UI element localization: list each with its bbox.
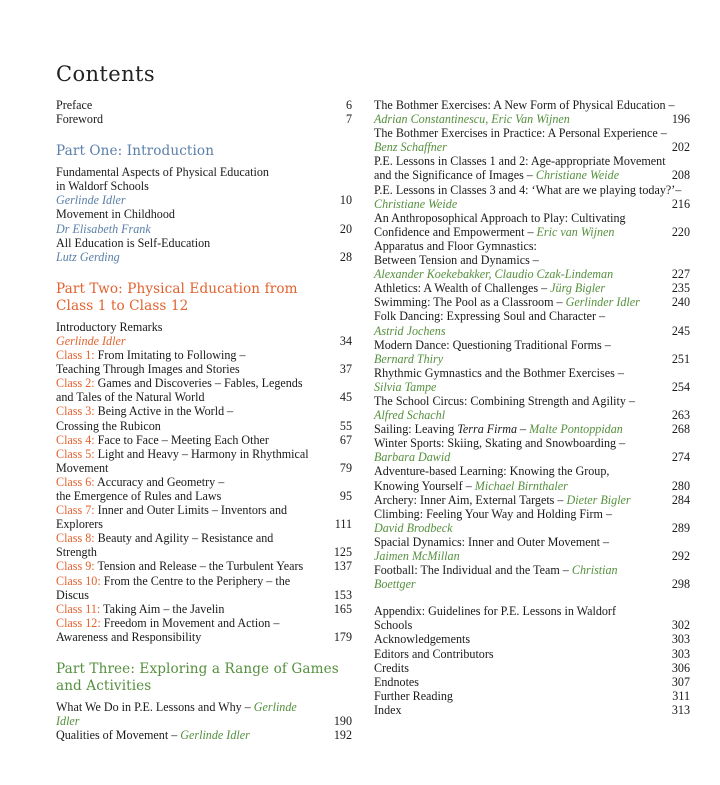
- entry-author-line: [374, 267, 690, 281]
- entry-title-line: The Bothmer Exercises in Practice: A Personal Experience –: [374, 126, 667, 141]
- entry-author: Dr Elisabeth Frank: [56, 221, 151, 236]
- class-label: Class 6:: [56, 474, 97, 489]
- part-three-heading: [56, 661, 352, 695]
- toc-entry[interactable]: [374, 604, 690, 632]
- entry-author: Bernard Thiry: [374, 351, 444, 366]
- entry-author: Malte Pontoppidan: [529, 422, 623, 437]
- entry-title-line: Winter Sports: Skiing, Skating and Snowboarding –: [374, 436, 626, 451]
- entry-title-line: Confidence and Empowerment – Eric van Wijnen 220: [374, 224, 690, 239]
- entry-page: 208: [671, 168, 690, 183]
- part-two-heading: [56, 281, 352, 315]
- entry-page: 202: [671, 140, 690, 155]
- toc-entry[interactable]: [374, 126, 690, 154]
- entry-author: Gerlinde Idler: [56, 700, 297, 729]
- toc-entry[interactable]: [56, 700, 352, 728]
- entry-author-line: [374, 112, 690, 126]
- toc-entry[interactable]: [374, 295, 690, 309]
- entry-title-line: The School Circus: Combining Strength and Agility –: [374, 393, 636, 408]
- spacer: [56, 126, 352, 143]
- entry-page: 79: [339, 460, 352, 475]
- entry-title-line: Class 9: Tension and Release – the Turbulent Years 137: [56, 559, 352, 574]
- entry-page: 179: [333, 629, 352, 644]
- entry-title-line: Between Tension and Dynamics –: [374, 253, 539, 268]
- toc-entry[interactable]: [374, 422, 690, 436]
- part-two-heading-line1: Part Two: Physical Education from: [56, 280, 298, 297]
- entry-title-line: Apparatus and Floor Gymnastics:: [374, 238, 537, 253]
- entry-author: Gerlinde Idler: [56, 193, 126, 208]
- class-label: Class 11:: [56, 601, 104, 616]
- entry-page: 34: [339, 333, 352, 348]
- entry-page: 67: [339, 432, 352, 447]
- entry-author-line: [374, 450, 690, 464]
- entry-title-line: Class 6: Accuracy and Geometry –: [56, 474, 225, 489]
- spacer: [56, 264, 352, 281]
- toc-entry[interactable]: [374, 647, 690, 661]
- entry-title: Further Reading: [374, 688, 453, 703]
- entry-page: 6: [345, 98, 352, 112]
- class-label: Class 1:: [56, 348, 98, 363]
- entry-page: 10: [339, 193, 352, 208]
- entry-author: Jürg Bigler: [550, 281, 606, 296]
- entry-page: 45: [339, 390, 352, 405]
- class-label: Class 4:: [56, 432, 98, 447]
- entry-page: 125: [333, 545, 352, 560]
- toc-entry[interactable]: [374, 366, 690, 394]
- entry-author-line: [374, 324, 690, 338]
- entry-title-line: Class 8: Beauty and Agility – Resistance and Strength 125: [56, 531, 352, 560]
- entry-page: 292: [671, 549, 690, 563]
- class-label: Class 2:: [56, 376, 98, 391]
- entry-title-line: Sailing: Leaving Terra Firma – Malte Pontoppidan 268: [374, 422, 690, 437]
- entry-author: Astrid Jochens: [374, 323, 446, 338]
- entry-title: Qualities of Movement –: [56, 728, 181, 743]
- toc-entry[interactable]: [56, 404, 352, 432]
- entry-author: Benz Schaffner: [374, 140, 447, 155]
- entry-page: 190: [333, 714, 352, 729]
- spacer: [374, 591, 690, 604]
- toc-entry[interactable]: [56, 236, 352, 264]
- entry-title-line: Teaching Through Images and Stories 37: [56, 362, 352, 377]
- toc-entry[interactable]: [56, 348, 352, 376]
- entry-title-line: An Anthroposophical Approach to Play: Cultivating: [374, 210, 626, 225]
- entry-title-line: Class 3: Being Active in the World –: [56, 404, 234, 419]
- toc-entry[interactable]: [56, 574, 352, 602]
- entry-title-line: in Waldorf Schools: [56, 179, 149, 194]
- entry-author-line: [374, 408, 690, 422]
- entry-page: 20: [339, 221, 352, 236]
- entry-title-line: Class 7: Inner and Outer Limits – Inventors and Explorers 111: [56, 503, 352, 532]
- toc-entry[interactable]: [56, 531, 352, 559]
- toc-entry[interactable]: [56, 98, 352, 112]
- entry-page: 55: [339, 418, 352, 433]
- entry-title-line: and the Significance of Images – Christiane Weide 208: [374, 168, 690, 183]
- entry-title-line: The Bothmer Exercises: A New Form of Physical Education –: [374, 98, 675, 112]
- entry-author: Alexander Koekebakker, Claudio Czak-Lindeman: [374, 267, 614, 282]
- entry-title: Endnotes: [374, 674, 420, 689]
- entry-page: 95: [339, 488, 352, 503]
- entry-title-line: Archery: Inner Aim, External Targets – Dieter Bigler 284: [374, 492, 690, 507]
- entry-title: What We Do in P.E. Lessons and Why –: [56, 700, 254, 714]
- toc-entry[interactable]: [56, 475, 352, 503]
- entry-title-line: Class 1: From Imitating to Following –: [56, 348, 246, 363]
- part-three-heading-line2: and Activities: [56, 678, 152, 694]
- toc-entry[interactable]: [374, 183, 690, 211]
- entry-title-line: Crossing the Rubicon 55: [56, 418, 352, 433]
- entry-page: 274: [671, 450, 690, 465]
- entry-page: 251: [671, 351, 690, 366]
- toc-entry[interactable]: [374, 281, 690, 295]
- entry-page: 302: [671, 618, 690, 633]
- spacer: [56, 644, 352, 661]
- part-two-heading-line2: Class 1 to Class 12: [56, 297, 189, 314]
- toc-entry[interactable]: [374, 98, 690, 126]
- entry-page: 298: [671, 577, 690, 592]
- toc-entry[interactable]: [374, 661, 690, 675]
- entry-page: 111: [334, 517, 352, 532]
- entry-page: 280: [671, 478, 690, 493]
- toc-entry[interactable]: [374, 632, 690, 646]
- entry-title: Preface: [56, 98, 93, 112]
- entry-page: 28: [339, 249, 352, 264]
- entry-author-line: [374, 352, 690, 366]
- entry-title-line: Introductory Remarks: [56, 319, 163, 334]
- part-three-entries-left: [56, 700, 352, 742]
- part-one-entries: [56, 165, 352, 264]
- entry-title-line: Climbing: Feeling Your Way and Holding Firm –: [374, 506, 612, 521]
- entry-title-line: Spacial Dynamics: Inner and Outer Movement –: [374, 534, 610, 549]
- entry-title-line: Folk Dancing: Expressing Soul and Character –: [374, 309, 606, 324]
- part-three-heading-line1: Part Three: Exploring a Range of Games: [56, 661, 339, 677]
- entry-page: 37: [339, 362, 352, 377]
- toc-entry[interactable]: [374, 535, 690, 563]
- toc-entry[interactable]: [56, 728, 352, 742]
- entry-page: 216: [671, 196, 690, 211]
- entry-title-line: All Education is Self-Education: [56, 235, 211, 250]
- entry-title-line: Class 12: Freedom in Movement and Action –: [56, 615, 280, 630]
- entry-page: 263: [671, 408, 690, 423]
- entry-page: 165: [333, 601, 352, 616]
- toc-entry[interactable]: [56, 559, 352, 573]
- toc-entry[interactable]: [374, 689, 690, 703]
- entry-page: 268: [671, 422, 690, 437]
- entry-author: Christiane Weide: [535, 168, 620, 183]
- entry-page: 192: [333, 728, 352, 743]
- toc-entry[interactable]: [56, 616, 352, 644]
- entry-title-line: P.E. Lessons in Classes 1 and 2: Age-appropriate Movement: [374, 154, 666, 169]
- entry-page: 137: [333, 559, 352, 574]
- entry-page: 284: [671, 492, 690, 507]
- class-label: Class 7:: [56, 503, 98, 518]
- class-entry-list: [56, 348, 352, 644]
- class-label: Class 8:: [56, 531, 98, 546]
- entry-page: 196: [671, 112, 690, 127]
- toc-entry[interactable]: [374, 507, 690, 535]
- entry-page: 306: [671, 660, 690, 675]
- class-label: Class 10:: [56, 573, 104, 588]
- front-matter-list: [56, 98, 352, 126]
- toc-entry[interactable]: [56, 447, 352, 475]
- entry-title-line: Class 10: From the Centre to the Periphery – the Discus 153: [56, 573, 352, 602]
- entry-author: Christiane Weide: [374, 196, 458, 211]
- entry-title-line: and Tales of the Natural World 45: [56, 390, 352, 405]
- entry-title-line: Swimming: The Pool as a Classroom – Gerlinder Idler 240: [374, 295, 690, 310]
- entry-title-line: Athletics: A Wealth of Challenges – Jürg Bigler 235: [374, 281, 690, 296]
- toc-entry[interactable]: [374, 394, 690, 422]
- toc-entry[interactable]: [374, 239, 690, 281]
- entry-page: 227: [671, 267, 690, 282]
- entry-page: 307: [671, 674, 690, 689]
- toc-entry[interactable]: [56, 165, 352, 207]
- toc-column-right: [374, 98, 690, 717]
- entry-page: 303: [671, 632, 690, 647]
- toc-entry[interactable]: [374, 154, 690, 182]
- entry-author-line: [374, 380, 690, 394]
- toc-entry[interactable]: [56, 207, 352, 235]
- entry-page: 220: [671, 224, 690, 239]
- entry-author: Gerlinde Idler: [180, 728, 250, 743]
- entry-author: Silvia Tampe: [374, 379, 437, 394]
- entry-page: 153: [333, 587, 352, 602]
- entry-author: Lutz Gerding: [56, 249, 120, 264]
- entry-page: 303: [671, 646, 690, 661]
- toc-entry[interactable]: [56, 433, 352, 447]
- toc-column-left: [56, 98, 352, 742]
- toc-entry[interactable]: [374, 675, 690, 689]
- back-matter-list: [374, 604, 690, 717]
- entry-page: 7: [345, 112, 352, 127]
- class-label: Class 9:: [56, 559, 98, 574]
- entry-page: 254: [671, 379, 690, 394]
- entry-title: Index: [374, 702, 402, 717]
- entry-title-line: Class 2: Games and Discoveries – Fables, Legends: [56, 376, 303, 391]
- entry-title-line: P.E. Lessons in Classes 3 and 4: ‘What are we playing today?’–: [374, 182, 682, 197]
- entry-author: Alfred Schachl: [374, 408, 446, 423]
- entry-title-line: Adventure-based Learning: Knowing the Group,: [374, 464, 610, 479]
- entry-title: Acknowledgements: [374, 632, 471, 647]
- entry-title-line: Class 11: Taking Aim – the Javelin 165: [56, 601, 352, 616]
- entry-author: Jaimen McMillan: [374, 549, 460, 563]
- entry-title-line: Awareness and Responsibility 179: [56, 629, 352, 644]
- class-label: Class 3:: [56, 404, 98, 419]
- entry-author: Adrian Constantinescu, Eric Van Wijnen: [374, 112, 570, 127]
- entry-title-line: Fundamental Aspects of Physical Education: [56, 165, 269, 180]
- entry-author: Gerlinder Idler: [565, 295, 640, 310]
- entry-page: 313: [671, 702, 690, 717]
- page-title: Contents: [56, 62, 156, 86]
- entry-author-line: [374, 521, 690, 535]
- entry-page: 245: [671, 323, 690, 338]
- entry-author: Barbara Dawid: [374, 450, 451, 465]
- entry-title: Foreword: [56, 112, 104, 127]
- entry-title: Editors and Contributors: [374, 646, 494, 661]
- class-label: Class 12:: [56, 615, 104, 630]
- part-one-heading: Part One: Introduction: [56, 143, 215, 160]
- entry-title-line: Class 5: Light and Heavy – Harmony in Rhythmical: [56, 446, 309, 461]
- entry-author-line: [374, 140, 690, 154]
- toc-entry[interactable]: [374, 563, 690, 591]
- toc-entry[interactable]: [56, 602, 352, 616]
- entry-author: Christian Boettger: [374, 563, 618, 592]
- entry-title-line: Class 4: Face to Face – Meeting Each Other 67: [56, 432, 352, 447]
- entry-title-italic: Terra Firma: [457, 422, 518, 437]
- entry-page: 289: [671, 520, 690, 535]
- toc-entry[interactable]: [56, 112, 352, 126]
- entry-title: Credits: [374, 660, 409, 675]
- toc-entry[interactable]: [374, 703, 690, 717]
- class-label: Class 5:: [56, 446, 98, 461]
- entry-author-line: [374, 549, 690, 563]
- entry-title-line: Movement in Childhood: [56, 207, 175, 222]
- entry-page: 235: [671, 281, 690, 296]
- entry-author: David Brodbeck: [374, 520, 453, 535]
- entry-title-line: Knowing Yourself – Michael Birnthaler 280: [374, 478, 690, 493]
- toc-entry[interactable]: [374, 211, 690, 239]
- toc-entry[interactable]: [374, 338, 690, 366]
- entry-page: 240: [671, 295, 690, 310]
- part-three-entries-right: [374, 98, 690, 591]
- entry-title: Appendix: Guidelines for P.E. Lessons in Waldorf Schools: [374, 604, 616, 633]
- entry-author: Gerlinde Idler: [56, 333, 126, 348]
- toc-entry[interactable]: [56, 376, 352, 404]
- toc-entry[interactable]: [374, 464, 690, 492]
- entry-title-line: the Emergence of Rules and Laws 95: [56, 488, 352, 503]
- toc-entry[interactable]: [56, 503, 352, 531]
- toc-entry[interactable]: [374, 309, 690, 337]
- toc-entry[interactable]: [374, 493, 690, 507]
- entry-author-line: [374, 197, 690, 211]
- entry-author: Dieter Bigler: [566, 492, 631, 507]
- entry-author: Michael Birnthaler: [474, 478, 568, 493]
- entry-page: 311: [672, 688, 690, 703]
- entry-title-line: Rhythmic Gymnastics and the Bothmer Exercises –: [374, 365, 624, 380]
- entry-title-line: Modern Dance: Questioning Traditional Forms –: [374, 337, 611, 352]
- part-two-intro[interactable]: [56, 320, 352, 348]
- entry-title-line: Football: The Individual and the Team – Christian Boettger 298: [374, 563, 690, 592]
- toc-entry[interactable]: [374, 436, 690, 464]
- entry-title-line: Movement 79: [56, 460, 352, 475]
- entry-author: Eric van Wijnen: [536, 224, 615, 239]
